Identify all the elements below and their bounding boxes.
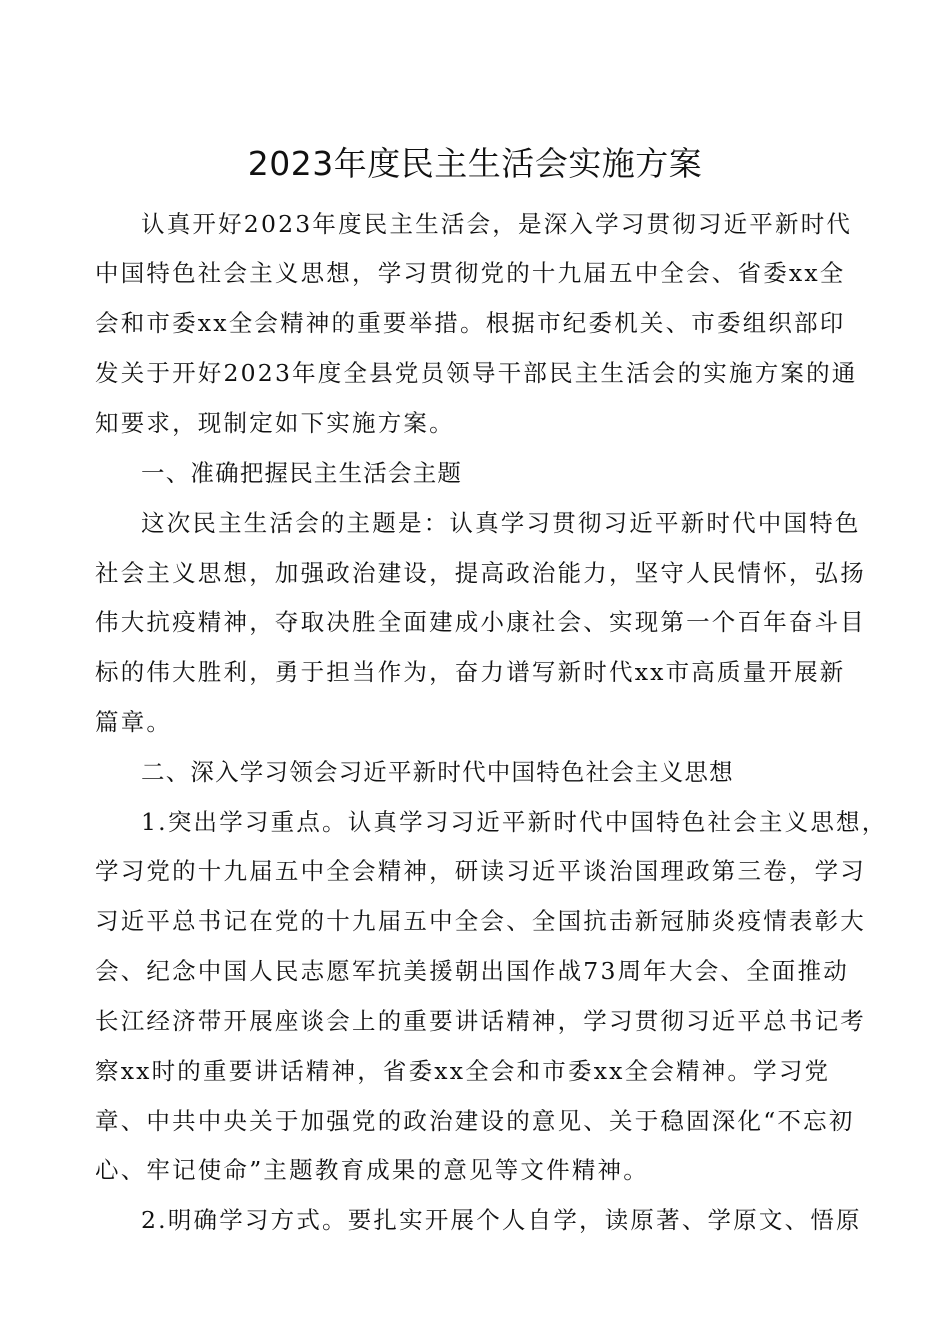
paragraph-line: 这次民主生活会的主题是：认真学习贯彻习近平新时代中国特色 [141, 509, 861, 537]
paragraph-line: 章、中共中央关于加强党的政治建设的意见、关于稳固深化“不忘初 [95, 1107, 855, 1135]
document-title: 2023年度民主生活会实施方案 [247, 144, 703, 183]
paragraph-line: 习近平总书记在党的十九届五中全会、全国抗击新冠肺炎疫情表彰大 [95, 907, 866, 935]
paragraph-line: 会和市委xx全会精神的重要举措。根据市纪委机关、市委组织部印 [95, 309, 846, 337]
paragraph-line: 知要求，现制定如下实施方案。 [95, 409, 455, 437]
paragraph-line: 认真开好2023年度民主生活会，是深入学习贯彻习近平新时代 [141, 210, 853, 238]
section-heading: 二、深入学习领会习近平新时代中国特色社会主义思想 [141, 758, 734, 786]
paragraph-line: 发关于开好2023年度全县党员领导干部民主生活会的实施方案的通 [95, 359, 858, 387]
paragraph-line: 察xx时的重要讲话精神，省委xx全会和市委xx全会精神。学习党 [95, 1057, 831, 1085]
paragraph-line: 篇章。 [95, 708, 173, 736]
paragraph-line: 伟大抗疫精神，夺取决胜全面建成小康社会、实现第一个百年奋斗目 [95, 608, 866, 636]
paragraph-line: 会、纪念中国人民志愿军抗美援朝出国作战73周年大会、全面推动 [95, 957, 849, 985]
paragraph-line: 1.突出学习重点。认真学习习近平新时代中国特色社会主义思想， [141, 808, 888, 836]
paragraph-line: 学习党的十九届五中全会精神，研读习近平谈治国理政第三卷，学习 [95, 857, 866, 885]
paragraph-line: 中国特色社会主义思想，学习贯彻党的十九届五中全会、省委xx全 [95, 259, 846, 287]
paragraph-line: 标的伟大胜利，勇于担当作为，奋力谱写新时代xx市高质量开展新 [95, 658, 846, 686]
section-heading: 一、准确把握民主生活会主题 [141, 459, 463, 487]
paragraph-line: 社会主义思想，加强政治建设，提高政治能力，坚守人民情怀，弘扬 [95, 559, 866, 587]
paragraph-line: 长江经济带开展座谈会上的重要讲话精神，学习贯彻习近平总书记考 [95, 1007, 866, 1035]
paragraph-line: 心、牢记使命”主题教育成果的意见等文件精神。 [95, 1156, 649, 1184]
paragraph-line: 2.明确学习方式。要扎实开展个人自学，读原著、学原文、悟原 [141, 1206, 862, 1234]
